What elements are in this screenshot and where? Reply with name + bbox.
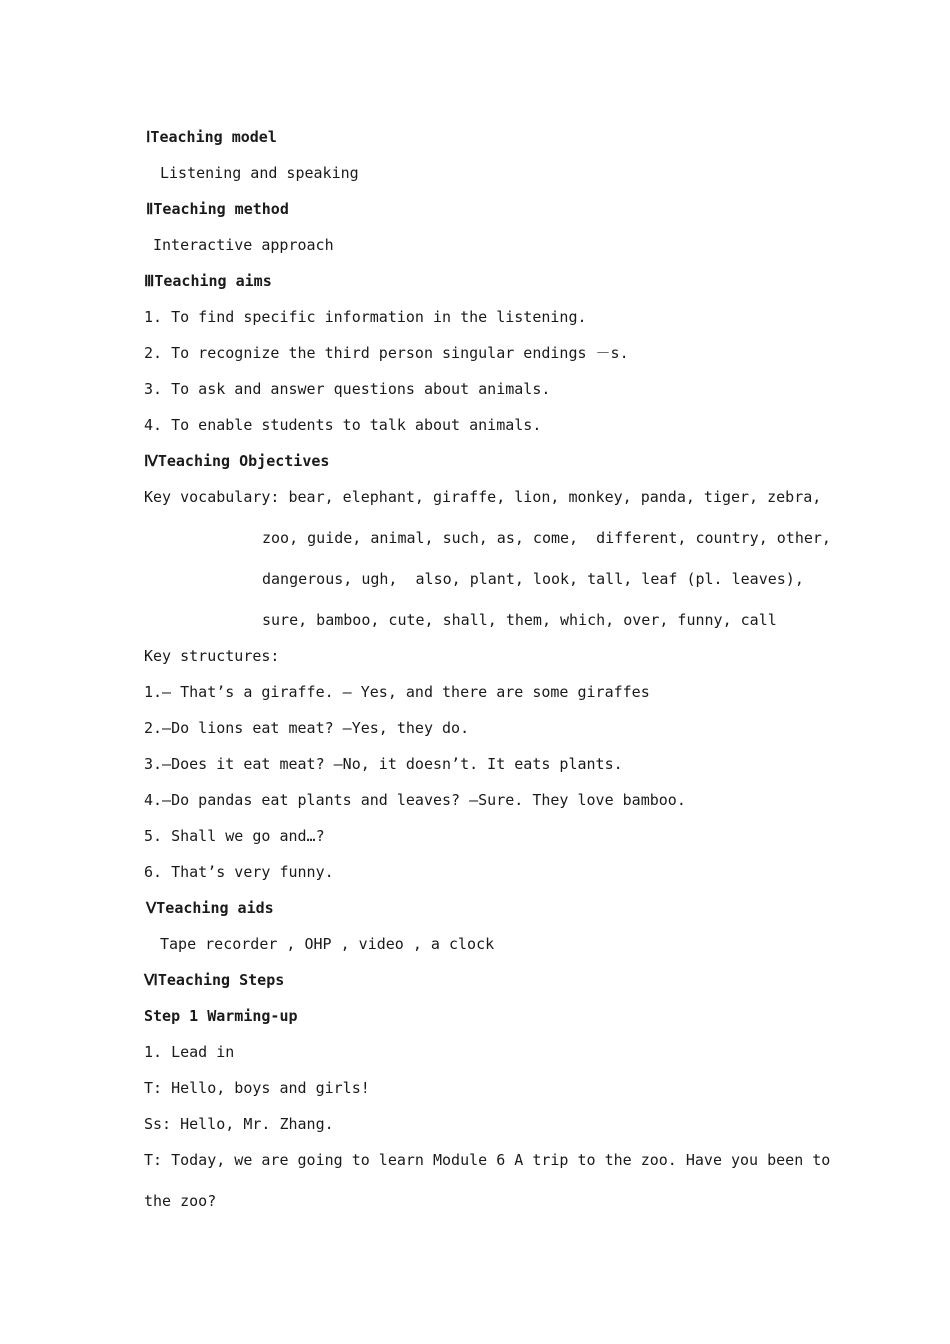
dialogue-line-2: Ss: Hello, Mr. Zhang. (144, 1115, 334, 1133)
teaching-model-text: Listening and speaking (160, 164, 359, 182)
vocab-line-1: Key vocabulary: bear, elephant, giraffe, lion, monkey, panda, tiger, zebra, (144, 488, 822, 506)
vocab-line-4: sure, bamboo, cute, shall, them, which, over, funny, call (262, 611, 777, 629)
step-heading-warming-up: Step 1 Warming-up (144, 1007, 298, 1025)
section-heading-teaching-aims: ⅢTeaching aims (144, 272, 272, 290)
section-heading-teaching-objectives: ⅣTeaching Objectives (144, 452, 330, 470)
structure-item-3: 3.—Does it eat meat? —No, it doesn’t. It eats plants. (144, 755, 623, 773)
aim-item-4: 4. To enable students to talk about animals. (144, 416, 542, 434)
dialogue-line-3: T: Today, we are going to learn Module 6 A trip to the zoo. Have you been to (144, 1151, 831, 1169)
vocab-line-2: zoo, guide, animal, such, as, come, different, country, other, (262, 529, 831, 547)
section-heading-teaching-aids: ⅤTeaching aids (146, 899, 274, 917)
structure-item-4: 4.—Do pandas eat plants and leaves? —Sure. They love bamboo. (144, 791, 686, 809)
structure-item-5: 5. Shall we go and…? (144, 827, 325, 845)
key-structures-label: Key structures: (144, 647, 280, 665)
section-heading-teaching-method: ⅡTeaching method (146, 200, 289, 218)
structure-item-6: 6. That’s very funny. (144, 863, 334, 881)
teaching-method-text: Interactive approach (153, 236, 334, 254)
structure-item-2: 2.—Do lions eat meat? —Yes, they do. (144, 719, 470, 737)
dialogue-line-1: T: Hello, boys and girls! (144, 1079, 370, 1097)
step-line-lead-in: 1. Lead in (144, 1043, 235, 1061)
vocab-line-3: dangerous, ugh, also, plant, look, tall, leaf (pl. leaves), (262, 570, 804, 588)
aim-item-2: 2. To recognize the third person singular endings －s. (144, 344, 629, 362)
teaching-aids-text: Tape recorder , OHP , video , a clock (160, 935, 495, 953)
aim-item-3: 3. To ask and answer questions about animals. (144, 380, 551, 398)
structure-item-1: 1.— That’s a giraffe. — Yes, and there are some giraffes (144, 683, 650, 701)
dialogue-line-3-cont: the zoo? (144, 1192, 217, 1210)
section-heading-teaching-steps: ⅥTeaching Steps (144, 971, 285, 989)
aim-item-1: 1. To find specific information in the listening. (144, 308, 587, 326)
section-heading-teaching-model: ⅠTeaching model (146, 128, 277, 146)
